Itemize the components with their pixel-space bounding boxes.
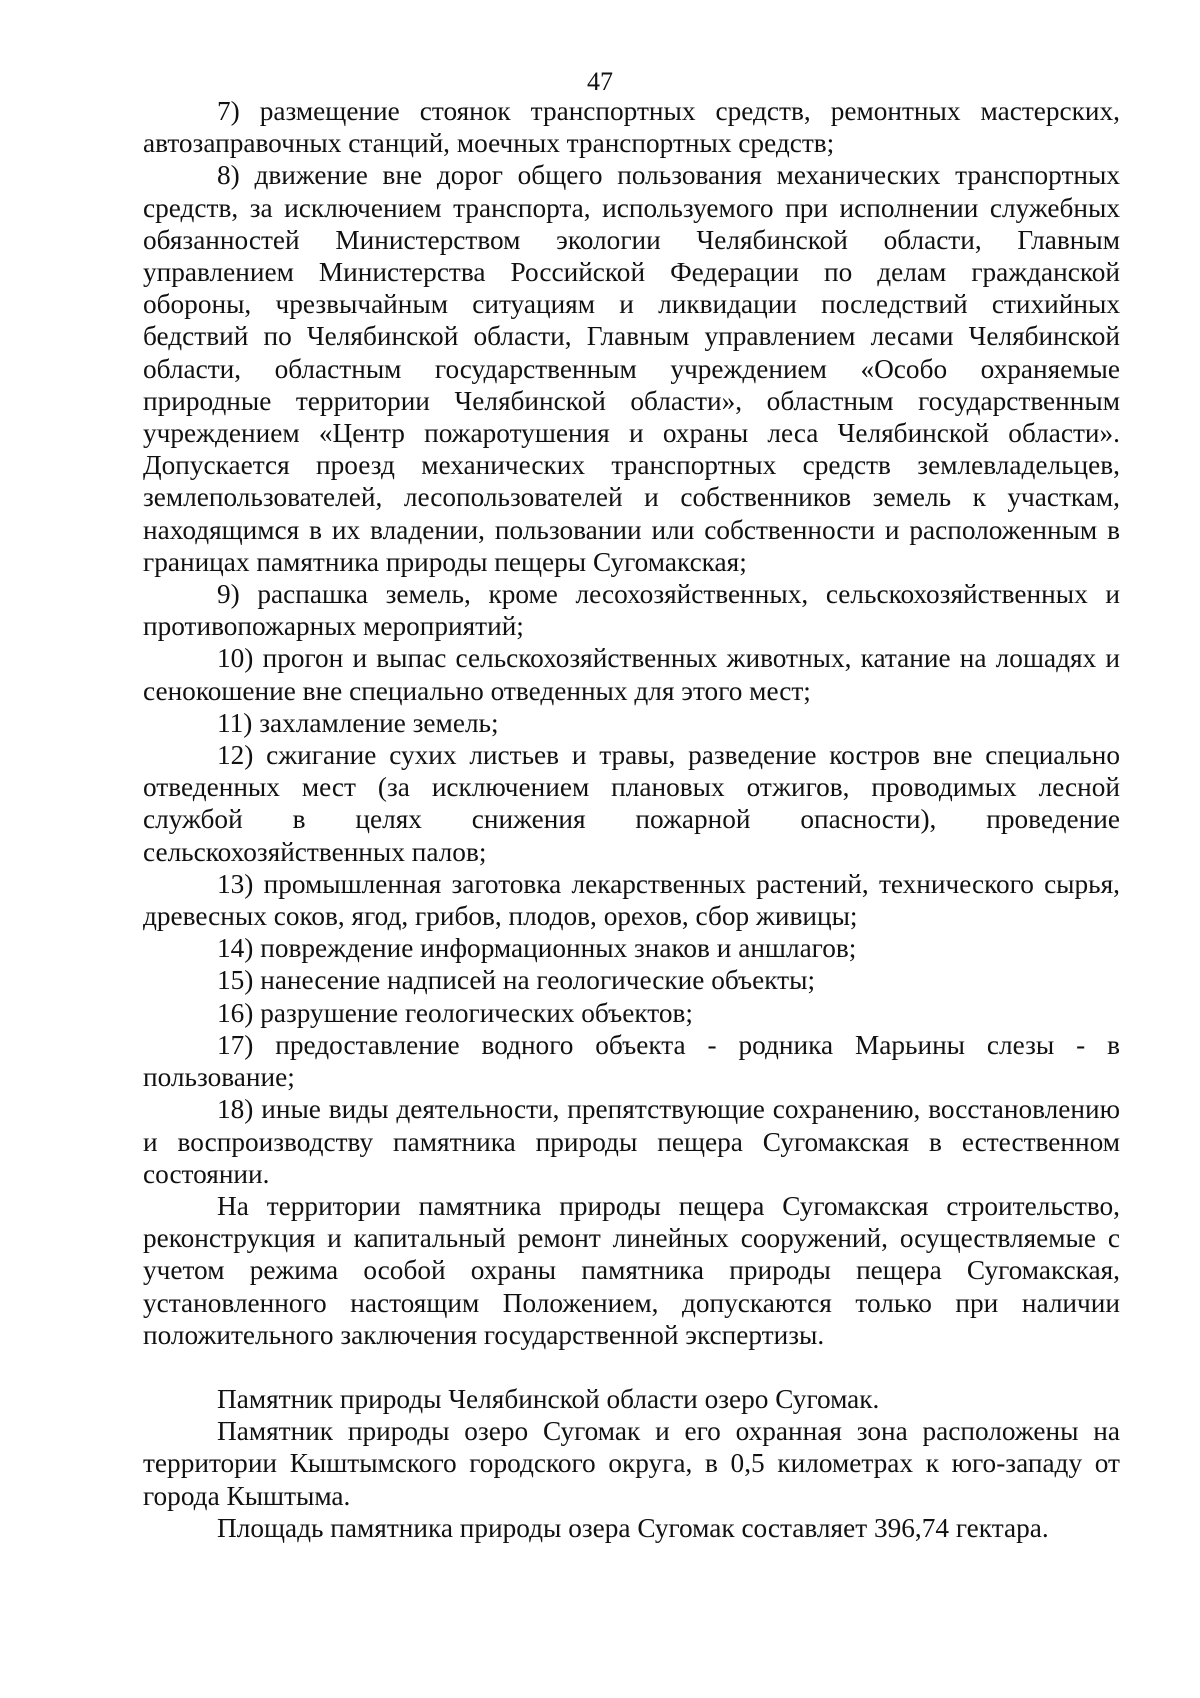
- list-item-8: 8) движение вне дорог общего пользования механических транспортных средств, за исключением транспорта, используемого при исполнении служебных обязанностей Министерством экологии Челябинской области, Главным управлением Министерства Российской Федерации по делам гражданской обороны, чрезвычайным ситуациям и ликвидации последствий стихийных бедствий по Челябинской области, Главным управлением лесами Челябинской области, областным государственным учреждением «Особо охраняемые природные территории Челябинской области», областным государственным учреждением «Центр пожаротушения и охраны леса Челябинской области». Допускается проезд механических транспортных средств землевладельцев, землепользователей, лесопользователей и собственников земель к участкам, находящимся в их владении, пользовании или собственности и расположенным в границах памятника природы пещеры Сугомакская;: [143, 160, 1120, 577]
- list-item-12: 12) сжигание сухих листьев и травы, разведение костров вне специально отведенных мест (за исключением плановых отжигов, проводимых лесной службой в целях снижения пожарной опасности), проведение сельскохозяйственных палов;: [143, 740, 1120, 867]
- list-item-13: 13) промышленная заготовка лекарственных растений, технического сырья, древесных соков, ягод, грибов, плодов, орехов, сбор живицы;: [143, 868, 1120, 932]
- area-paragraph: Площадь памятника природы озера Сугомак составляет 396,74 гектара.: [217, 1512, 1049, 1543]
- location-paragraph: Памятник природы озеро Сугомак и его охранная зона расположены на территории Кыштымского городского округа, в 0,5 километрах к юго-западу от города Кыштыма.: [143, 1416, 1120, 1511]
- list-item-14: 14) повреждение информационных знаков и аншлагов;: [217, 933, 857, 964]
- page-number: 47: [587, 67, 613, 96]
- document-body: [143, 95, 1120, 1544]
- construction-paragraph: На территории памятника природы пещера Сугомакская строительство, реконструкция и капитальный ремонт линейных сооружений, осуществляемые с учетом режима особой охраны памятника природы пещера Сугомакская, установленного настоящим Положением, допускаются только при наличии положительного заключения государственной экспертизы.: [143, 1190, 1120, 1350]
- list-item-15: 15) нанесение надписей на геологические объекты;: [217, 965, 816, 996]
- list-item-18: 18) иные виды деятельности, препятствующие сохранению, восстановлению и воспроизводству памятника природы пещера Сугомакская в естественном состоянии.: [143, 1094, 1120, 1189]
- list-item-17: 17) предоставление водного объекта - родника Марьины слезы - в пользование;: [143, 1029, 1120, 1093]
- section-heading-lake-sugomak: Памятник природы Челябинской области озеро Сугомак.: [217, 1383, 880, 1414]
- list-item-7: 7) размещение стоянок транспортных средств, ремонтных мастерских, автозаправочных станций, моечных транспортных средств;: [143, 96, 1120, 159]
- list-item-9: 9) распашка земель, кроме лесохозяйственных, сельскохозяйственных и противопожарных мероприятий;: [143, 579, 1120, 642]
- list-item-11: 11) захламление земель;: [217, 707, 499, 738]
- list-item-16: 16) разрушение геологических объектов;: [217, 997, 693, 1028]
- list-item-10: 10) прогон и выпас сельскохозяйственных животных, катание на лошадях и сенокошение вне специально отведенных для этого мест;: [143, 643, 1120, 706]
